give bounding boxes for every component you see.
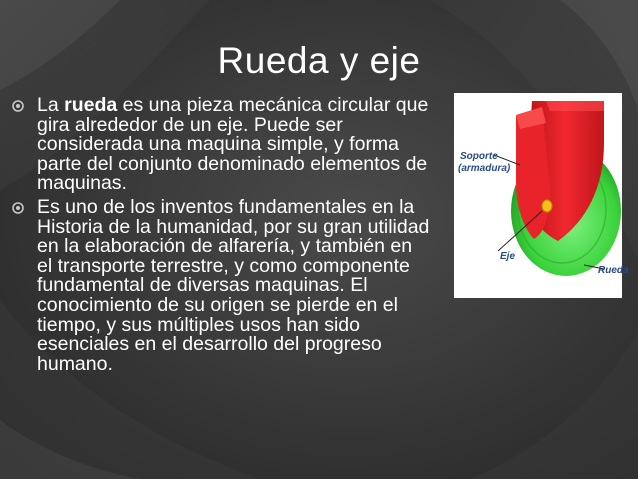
bullet-list [12, 96, 430, 378]
label-eje: Eje [500, 251, 516, 262]
label-armadura: (armadura) [458, 163, 511, 174]
wheel-axle-illustration [454, 93, 622, 298]
bullet-text-rest: es una pieza mecánica circular que gira alrededor de un eje. Puede ser considerada una maquina simple, y forma parte del conjunto denominado elementos de maquinas. [37, 94, 429, 195]
label-rueda: Rueda [598, 265, 629, 276]
bullet-item-wheel-definition [12, 96, 430, 194]
bullet-text-rest: Es uno de los inventos fundamentales en la Historia de la humanidad, por su gran utilidad en la elaboración de alfarería, y también en el transporte terrestre, y como componente fundamental de diversas maquinas. El conocimiento de su origen se pierde en el tiempo, y sus múltiples usos han sido esenciales en el desarrollo del progreso humano. [37, 195, 430, 375]
wheel-axle-diagram [454, 93, 629, 298]
bullet-text-bold: rueda [64, 94, 118, 116]
axle-shape [542, 200, 552, 212]
bullet-item-wheel-history [12, 195, 430, 375]
ring-target-icon [12, 100, 24, 112]
bullet-text-lead: La [37, 94, 65, 116]
label-soporte: Soporte [460, 151, 498, 162]
slide-title: Rueda y eje [217, 40, 421, 81]
ring-target-icon [12, 202, 24, 214]
